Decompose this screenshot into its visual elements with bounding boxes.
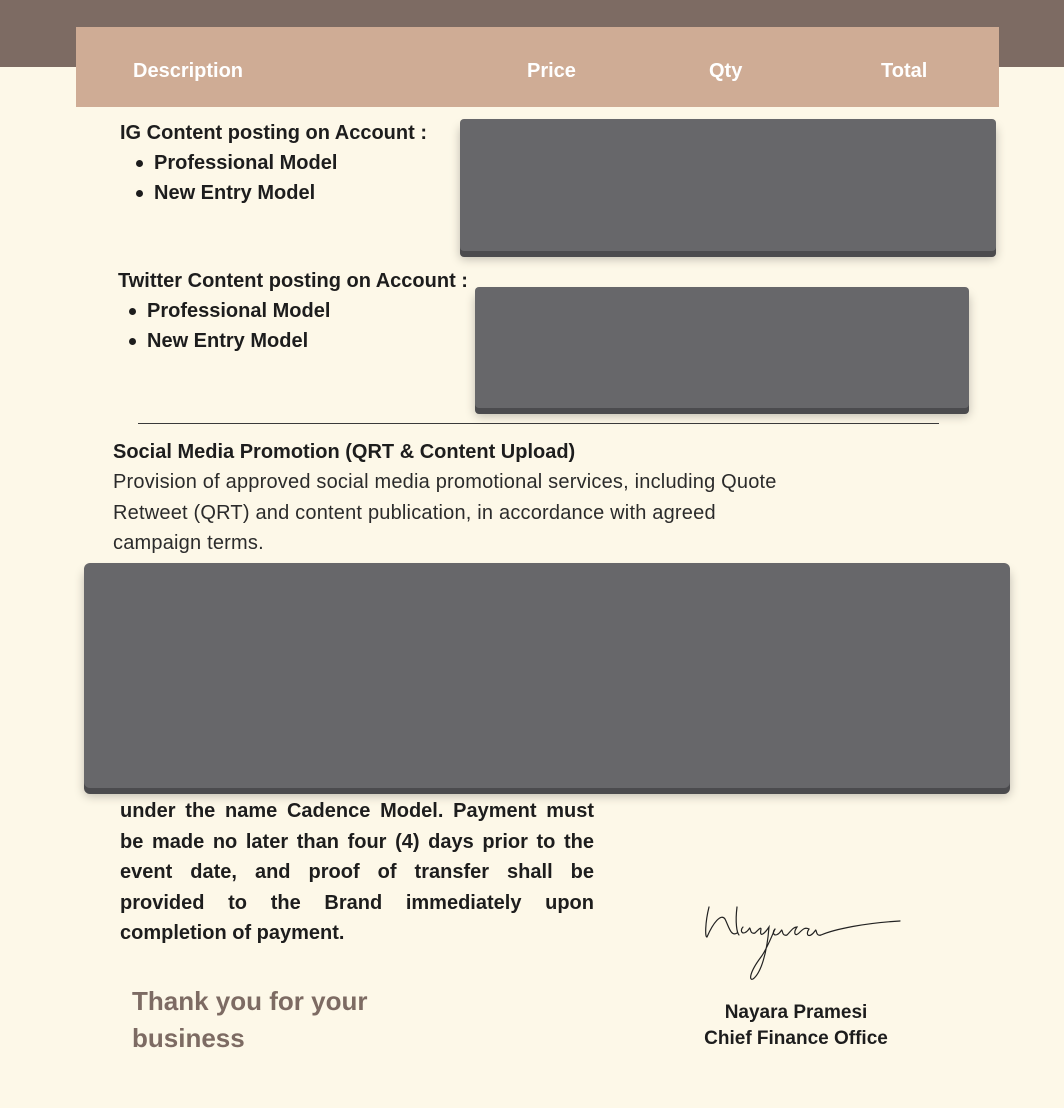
table-header [76, 27, 999, 107]
list-item: New Entry Model [154, 178, 427, 208]
twitter-section-title: Twitter Content posting on Account : [118, 270, 468, 292]
header-total: Total [881, 60, 928, 82]
payment-terms [120, 796, 594, 956]
section-divider [138, 423, 939, 424]
payment-terms-text: under the name Cadence Model. Payment must be made no later than four (4) days prior to the event date, and proof of transfer shall be provided to the Brand immediately upon completion of payment. [120, 800, 594, 944]
signer-name: Nayara Pramesi [724, 1002, 868, 1023]
promo-title: Social Media Promotion (QRT & Content Upload) [113, 441, 576, 463]
list-item: Professional Model [154, 148, 427, 178]
ig-section-title: IG Content posting on Account : [120, 122, 427, 144]
ig-item-list [120, 148, 427, 208]
header-qty: Qty [709, 60, 743, 82]
signature-image [695, 893, 910, 983]
list-item: New Entry Model [147, 326, 468, 356]
signature-script: Nayara [895, 913, 899, 914]
header-description: Description [133, 60, 244, 82]
promo-description: Provision of approved social media promotional services, including Quote Retweet (QRT) and content publication, in accordance with agreed campaign terms. [113, 471, 777, 554]
twitter-item-list [118, 296, 468, 356]
redaction-block [460, 119, 996, 251]
header-price: Price [527, 60, 576, 82]
ig-content-section [120, 118, 427, 208]
twitter-content-section [118, 266, 468, 356]
thank-you-message: Thank you for your business [132, 986, 368, 1053]
signer-title: Chief Finance Office [704, 1028, 888, 1049]
redaction-block [84, 563, 1010, 788]
list-item: Professional Model [147, 296, 468, 326]
redaction-block [475, 287, 969, 408]
